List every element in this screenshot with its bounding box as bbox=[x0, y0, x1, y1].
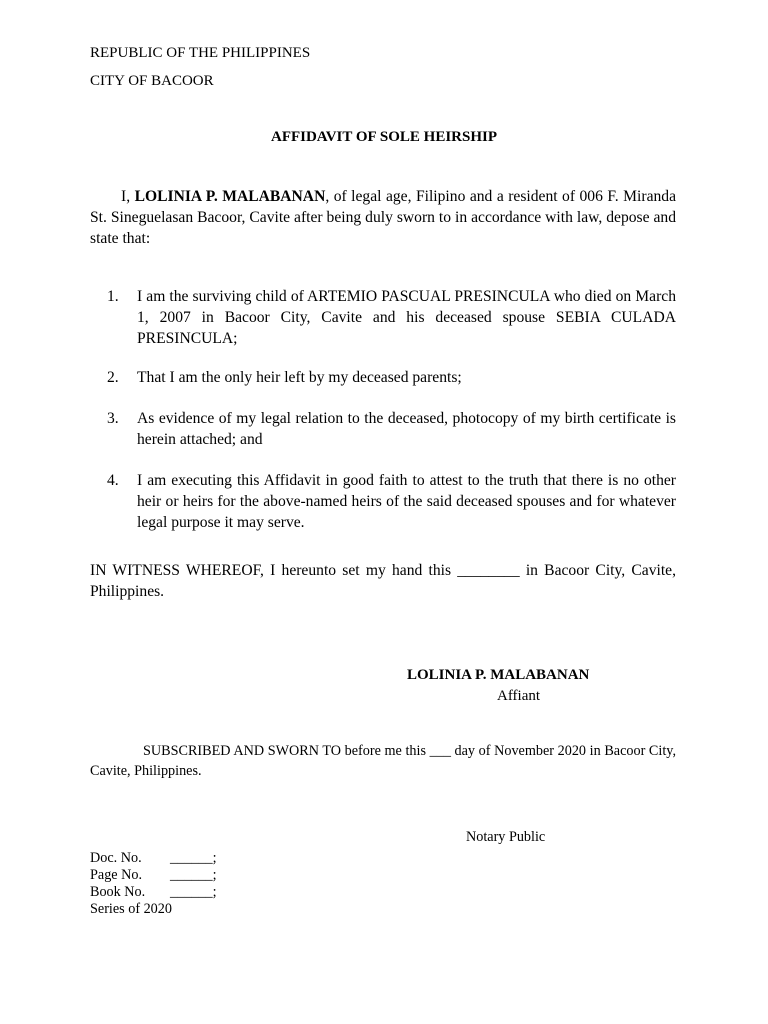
affiant-signature-name: LOLINIA P. MALABANAN bbox=[407, 667, 590, 683]
intro-paragraph bbox=[90, 186, 676, 249]
document-title: AFFIDAVIT OF SOLE HEIRSHIP bbox=[270, 129, 498, 145]
list-item bbox=[107, 408, 676, 450]
list-item-text: I am the surviving child of ARTEMIO PASCUAL PRESINCULA who died on March 1, 2007 in Bacoor City, Cavite and his deceased spouse SEBIA CULADA PRESINCULA; bbox=[137, 288, 676, 347]
series-line: Series of 2020 bbox=[90, 901, 172, 917]
jurat-paragraph: SUBSCRIBED AND SWORN TO before me this ___ day of November 2020 in Bacoor City, Cavite, Philippines. bbox=[90, 743, 676, 779]
list-item bbox=[107, 470, 676, 533]
list-item-number: 1. bbox=[107, 288, 119, 305]
doc-entry-label: Page No. bbox=[90, 867, 143, 883]
witness-paragraph: IN WITNESS WHEREOF, I hereunto set my hand this ________ in Bacoor City, Cavite, Philippines. bbox=[90, 562, 676, 600]
list-item-text: As evidence of my legal relation to the deceased, photocopy of my birth certificate is herein attached; and bbox=[137, 410, 676, 448]
list-item-text: I am executing this Affidavit in good faith to attest to the truth that there is no other heir or heirs for the above-named heirs of the said deceased spouses and for whatever legal purpose it may serve. bbox=[137, 472, 676, 531]
doc-entry-label: Doc. No. bbox=[90, 850, 142, 866]
doc-entry-value: ______; bbox=[170, 884, 217, 900]
list-item-number: 2. bbox=[107, 369, 119, 386]
doc-entry-value: ______; bbox=[170, 867, 217, 883]
list-item-number: 3. bbox=[107, 410, 119, 427]
doc-number-line bbox=[90, 850, 217, 867]
header-republic: REPUBLIC OF THE PHILIPPINES bbox=[90, 45, 311, 61]
doc-entry-label: Book No. bbox=[90, 884, 146, 900]
list-item bbox=[107, 286, 676, 349]
affiant-role-label: Affiant bbox=[497, 688, 541, 704]
doc-entry-value: ______; bbox=[170, 850, 217, 866]
intro-prefix: I, bbox=[121, 188, 135, 205]
affiant-name-inline: LOLINIA P. MALABANAN bbox=[134, 188, 326, 205]
page-number-line bbox=[90, 867, 217, 884]
book-number-line bbox=[90, 884, 217, 901]
notary-public-label: Notary Public bbox=[466, 829, 546, 845]
intro-rest: , of legal age, Filipino and a resident of 006 F. Miranda St. Sineguelasan Bacoor, Cavite after being duly sworn to in accordance with law, depose and state that: bbox=[90, 188, 676, 247]
list-item-text: That I am the only heir left by my deceased parents; bbox=[137, 369, 462, 386]
header-city: CITY OF BACOOR bbox=[90, 73, 214, 89]
list-item-number: 4. bbox=[107, 472, 119, 489]
list-item bbox=[107, 367, 676, 388]
